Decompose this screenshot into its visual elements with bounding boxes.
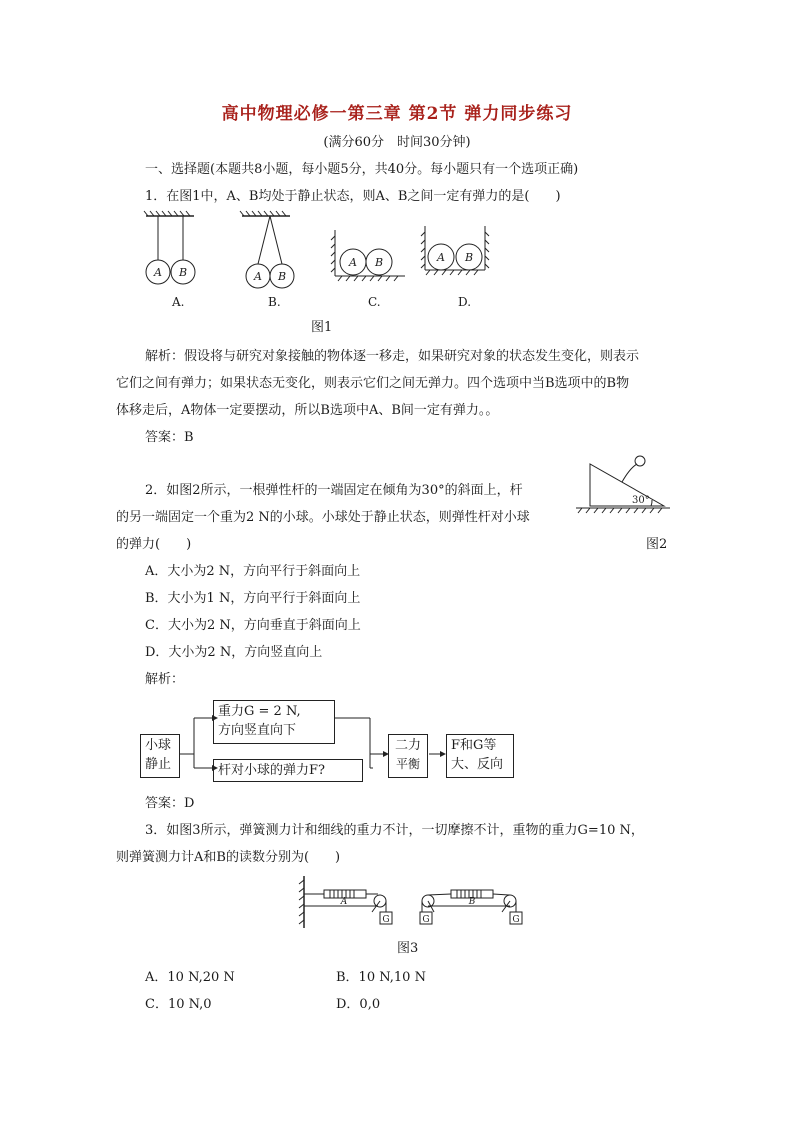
flow-box-balance: 二力 平衡 <box>388 734 428 778</box>
q2-stem-line: 的弹力( ) <box>116 537 192 552</box>
q3-stem-line: 则弹簧测力计A和B的读数分别为( ) <box>116 850 341 865</box>
q2-analysis-label: 解析： <box>145 672 185 687</box>
ball-b-label: B <box>178 266 188 279</box>
q1-option-label: C. <box>368 295 381 309</box>
ball-b-label: B <box>464 251 474 264</box>
option-d-diagram <box>421 226 489 275</box>
q2-answer: 答案：D <box>145 796 195 811</box>
spring-a-label: A <box>340 897 348 907</box>
q1-analysis-line: 解析：假设将与研究对象接触的物体逐一移走，如果研究对象的状态发生变化，则表示 <box>145 349 640 364</box>
option-a-diagram <box>144 211 195 284</box>
q3-option: B．10 N,10 N <box>336 970 426 985</box>
figure-caption: 图3 <box>397 941 419 956</box>
q3-stem-line: 3．如图3所示，弹簧测力计和细线的重力不计，一切摩擦不计，重物的重力G=10 N， <box>145 823 644 838</box>
q2-stem-line: 的另一端固定一个重为2 N的小球。小球处于静止状态，则弹性杆对小球 <box>116 510 530 525</box>
page-title: 高中物理必修一第三章 第2节 弹力同步练习 <box>221 104 573 124</box>
q1-stem: 1．在图1中，A、B均处于静止状态，则A、B之间一定有弹力的是( ) <box>145 189 561 204</box>
q2-option: A．大小为2 N，方向平行于斜面向上 <box>145 564 361 579</box>
q1-option-label: A. <box>172 295 185 309</box>
q1-answer: 答案：B <box>145 430 194 445</box>
ball-b-label: B <box>374 256 384 269</box>
q1-option-label: B. <box>268 295 281 309</box>
q1-analysis-line: 体移走后，A物体一定要摆动，所以B选项中A、B间一定有弹力。。 <box>116 403 499 418</box>
angle-label: 30° <box>632 495 650 506</box>
q2-option: B．大小为1 N，方向平行于斜面向上 <box>145 591 361 606</box>
figure-caption: 图1 <box>311 320 333 335</box>
ball-a-label: A <box>349 256 357 269</box>
flow-box-ball-static: 小球 静止 <box>140 734 180 778</box>
q3-option: C．10 N,0 <box>145 997 212 1012</box>
q3-option: A．10 N,20 N <box>145 970 235 985</box>
flow-box-result: F和G等 大、反向 <box>446 734 514 778</box>
q3-option: D．0,0 <box>336 997 381 1012</box>
q2-incline-figure <box>574 452 674 514</box>
q3-figure <box>296 872 526 932</box>
figure-caption: 图2 <box>646 537 668 552</box>
small-ball <box>635 456 645 466</box>
weight-label: G <box>512 915 520 925</box>
weight-label: G <box>382 915 390 925</box>
q1-figure <box>130 208 490 303</box>
q2-stem-line: 2．如图2所示，一根弹性杆的一端固定在倾角为30°的斜面上，杆 <box>145 483 523 498</box>
q2-option: D．大小为2 N，方向竖直向上 <box>145 645 323 660</box>
flow-box-rod-force: 杆对小球的弹力F? <box>213 759 363 782</box>
q1-analysis-line: 它们之间有弹力；如果状态无变化，则表示它们之间无弹力。四个选项中当B选项中的B物 <box>116 376 630 391</box>
option-c-diagram <box>331 230 405 281</box>
weight-label: G <box>422 915 430 925</box>
exam-info: (满分60分 时间30分钟) <box>323 135 471 150</box>
ball-b-label: B <box>277 270 287 283</box>
q2-option: C．大小为2 N，方向垂直于斜面向上 <box>145 618 361 633</box>
section-heading: 一、选择题(本题共8小题，每小题5分，共40分。每小题只有一个选项正确) <box>145 162 579 177</box>
ball-a-label: A <box>437 251 445 264</box>
ball-a-label: A <box>254 270 262 283</box>
ball-a-label: A <box>154 266 162 279</box>
elastic-rod <box>622 464 637 482</box>
spring-b-label: B <box>468 897 476 907</box>
flow-box-gravity: 重力G = 2 N, 方向竖直向下 <box>213 700 335 744</box>
q1-option-label: D. <box>458 295 472 309</box>
